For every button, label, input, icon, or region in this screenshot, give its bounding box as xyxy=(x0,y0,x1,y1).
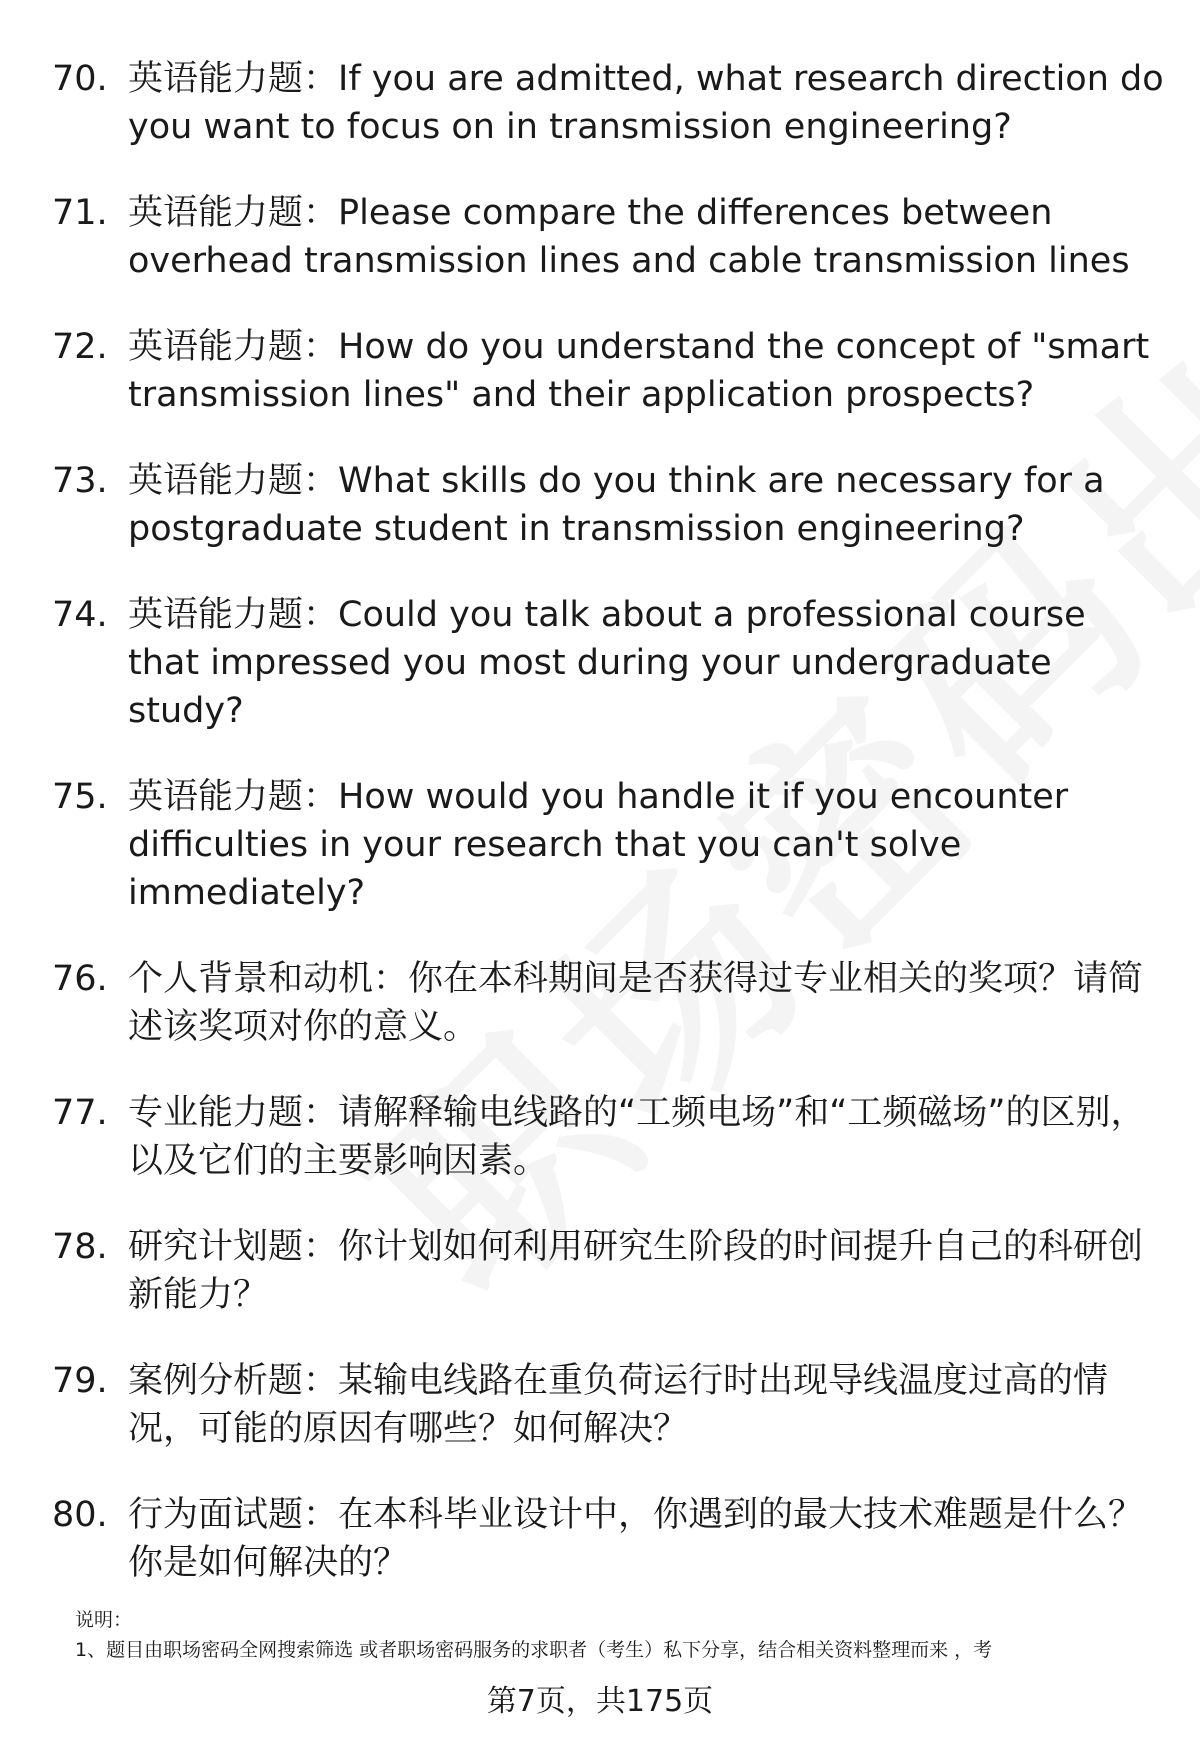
question-text: 行为面试题：在本科毕业设计中，你遇到的最大技术难题是什么？你是如何解决的？ xyxy=(128,1495,1144,1583)
footer-note-line: 1、题目由职场密码全网搜索筛选 或者职场密码服务的求职者（考生）私下分享，结合相关资料整理而来 ，考 xyxy=(75,1639,993,1661)
question-item xyxy=(0,955,1200,1051)
question-item xyxy=(0,773,1200,917)
question-number: 70. xyxy=(52,59,108,99)
question-item xyxy=(0,1223,1200,1319)
question-number: 76. xyxy=(52,959,108,999)
question-text: 案例分析题：某输电线路在重负荷运行时出现导线温度过高的情况，可能的原因有哪些？如何解决？ xyxy=(128,1361,1109,1449)
question-number: 75. xyxy=(52,777,108,817)
question-number: 80. xyxy=(52,1495,108,1535)
question-item xyxy=(0,1357,1200,1453)
question-text: 英语能力题：Please compare the differences between overhead transmission lines and cable transmission lines xyxy=(128,193,1130,281)
footer-note-title: 说明： xyxy=(75,1609,133,1631)
question-item xyxy=(0,1089,1200,1185)
question-number: 73. xyxy=(52,461,108,501)
question-item xyxy=(0,55,1200,151)
question-text: 英语能力题：How would you handle it if you encounter difficulties in your research that you can't solve immediately? xyxy=(128,777,1069,913)
question-text: 英语能力题：What skills do you think are necessary for a postgraduate student in transmission engineering? xyxy=(128,461,1105,549)
question-item xyxy=(0,189,1200,285)
question-number: 71. xyxy=(52,193,108,233)
question-text: 英语能力题：How do you understand the concept of "smart transmission lines" and their application prospects? xyxy=(128,327,1150,415)
question-item xyxy=(0,323,1200,419)
question-list xyxy=(0,55,1200,1625)
question-number: 79. xyxy=(52,1361,108,1401)
question-number: 78. xyxy=(52,1227,108,1267)
question-number: 74. xyxy=(52,595,108,635)
question-item xyxy=(0,591,1200,735)
question-item xyxy=(0,1491,1200,1587)
question-text: 研究计划题：你计划如何利用研究生阶段的时间提升自己的科研创新能力？ xyxy=(128,1227,1144,1315)
footer-note xyxy=(75,1605,1185,1665)
question-item xyxy=(0,457,1200,553)
page-number: 第7页，共175页 xyxy=(486,1684,714,1719)
question-text: 个人背景和动机：你在本科期间是否获得过专业相关的奖项？请简述该奖项对你的意义。 xyxy=(128,959,1144,1047)
question-number: 77. xyxy=(52,1093,108,1133)
question-number: 72. xyxy=(52,327,108,367)
question-text: 专业能力题：请解释输电线路的“工频电场”和“工频磁场”的区别，以及它们的主要影响因素。 xyxy=(128,1093,1146,1181)
question-text: 英语能力题：If you are admitted, what research direction do you want to focus on in transmission engineering? xyxy=(128,59,1164,147)
question-text: 英语能力题：Could you talk about a professional course that impressed you most during your undergraduate study? xyxy=(128,595,1086,731)
